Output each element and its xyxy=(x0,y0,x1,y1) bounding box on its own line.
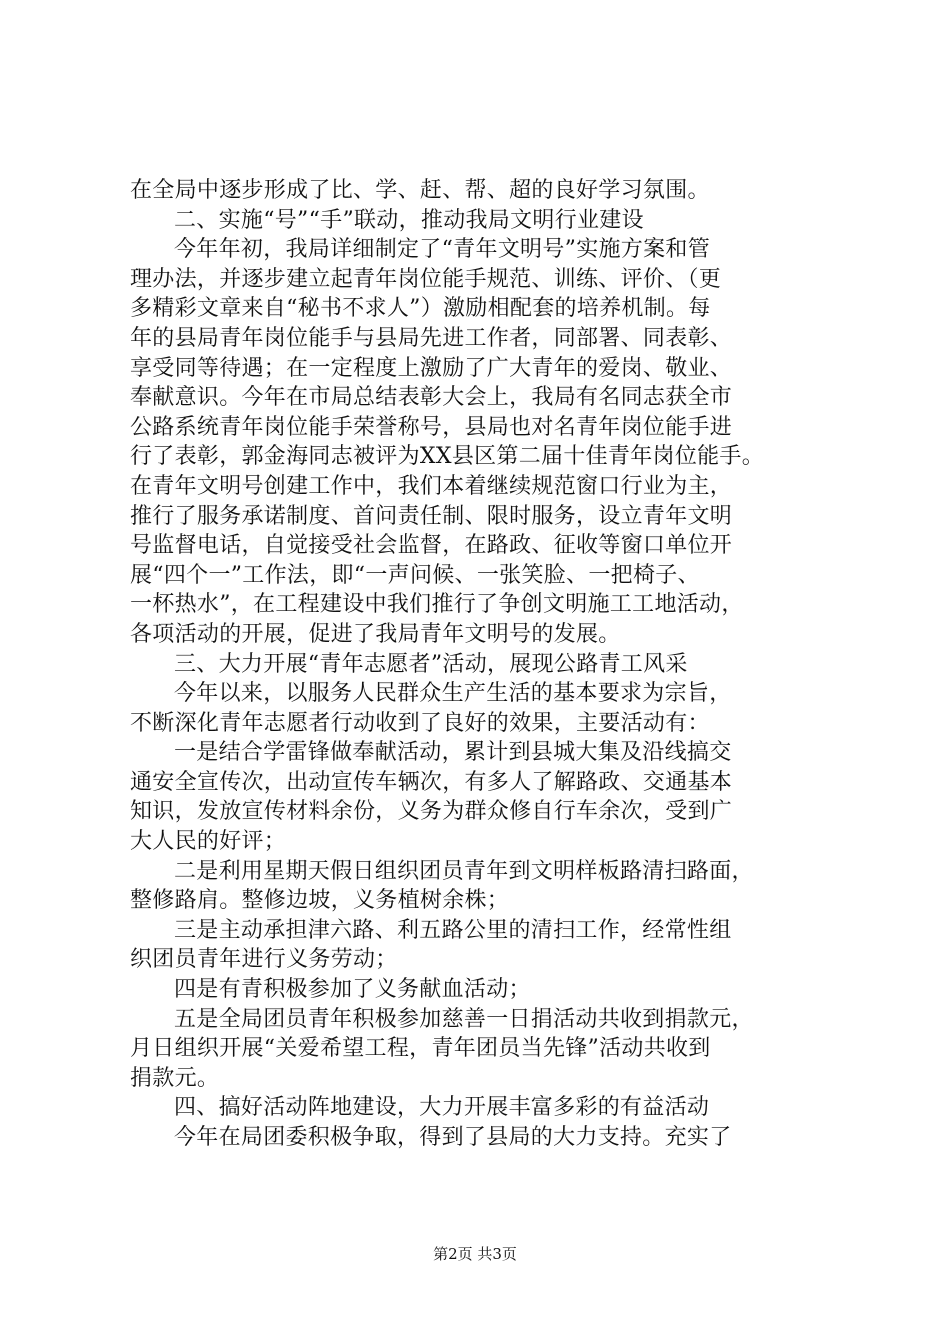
text-line: 理办法，并逐步建立起青年岗位能手规范、训练、评价、（更 xyxy=(130,266,722,292)
text-line: 公路系统青年岗位能手荣誉称号，县局也对名青年岗位能手进 xyxy=(130,414,733,440)
text-line: 知识，发放宣传材料余份，义务为群众修自行车余次，受到广 xyxy=(130,799,733,825)
text-line: 享受同等待遇；在一定程度上激励了广大青年的爱岗、敬业、 xyxy=(130,355,733,381)
text-line: 月日组织开展“关爱希望工程，青年团员当先锋”活动共收到 xyxy=(130,1036,711,1062)
text-line: 行了表彰，郭金海同志被评为XX县区第二届十佳青年岗位能手。 xyxy=(130,444,765,470)
text-line: 二是利用星期天假日组织团员青年到文明样板路清扫路面， xyxy=(174,858,754,884)
text-line: 不断深化青年志愿者行动收到了良好的效果，主要活动有： xyxy=(130,710,710,736)
text-line: 今年年初，我局详细制定了“青年文明号”实施方案和管 xyxy=(174,237,710,263)
text-line: 展“四个一”工作法，即“一声问候、一张笑脸、一把椅子、 xyxy=(130,562,700,588)
text-line: 通安全宣传次，出动宣传车辆次，有多人了解路政、交通基本 xyxy=(130,769,733,795)
page-footer: 第2页 共3页 xyxy=(433,1245,517,1263)
text-line: 大人民的好评； xyxy=(130,829,287,855)
text-line: 三是主动承担津六路、利五路公里的清扫工作，经常性组 xyxy=(174,917,732,943)
text-line: 各项活动的开展，促进了我局青年文明号的发展。 xyxy=(130,621,621,647)
text-line: 捐款元。 xyxy=(130,1065,220,1091)
text-line: 奉献意识。今年在市局总结表彰大会上，我局有名同志获全市 xyxy=(130,385,733,411)
text-line: 多精彩文章来自“秘书不求人”）激励相配套的培养机制。每 xyxy=(130,296,711,322)
text-line: 推行了服务承诺制度、首问责任制、限时服务，设立青年文明 xyxy=(130,503,733,529)
text-line: 号监督电话，自觉接受社会监督，在路政、征收等窗口单位开 xyxy=(130,533,733,559)
text-line: 在全局中逐步形成了比、学、赶、帮、超的良好学习氛围。 xyxy=(130,178,710,203)
text-line: 一是结合学雷锋做奉献活动，累计到县城大集及沿线搞交 xyxy=(174,740,732,766)
text-line: 织团员青年进行义务劳动； xyxy=(130,947,398,973)
text-line: 四是有青积极参加了义务献血活动； xyxy=(174,977,531,1003)
text-line: 年的县局青年岗位能手与县局先进工作者，同部署、同表彰、 xyxy=(130,325,733,351)
body-text xyxy=(130,176,830,1153)
text-line: 三、大力开展“青年志愿者”活动，展现公路青工风采 xyxy=(174,651,688,677)
text-line: 在青年文明号创建工作中，我们本着继续规范窗口行业为主， xyxy=(130,473,733,499)
text-line: 整修路肩。整修边坡，义务植树余株； xyxy=(130,888,510,914)
text-line: 五是全局团员青年积极参加慈善一日捐活动共收到捐款元， xyxy=(174,1006,754,1032)
text-line: 四、搞好活动阵地建设，大力开展丰富多彩的有益活动 xyxy=(174,1095,710,1121)
text-line: 今年在局团委积极争取，得到了县局的大力支持。充实了 xyxy=(174,1125,732,1150)
text-line: 一杯热水”，在工程建设中我们推行了争创文明施工工地活动， xyxy=(130,592,744,618)
text-line: 今年以来，以服务人民群众生产生活的基本要求为宗旨， xyxy=(174,681,732,707)
text-line: 二、实施“号”“手”联动，推动我局文明行业建设 xyxy=(174,207,644,233)
